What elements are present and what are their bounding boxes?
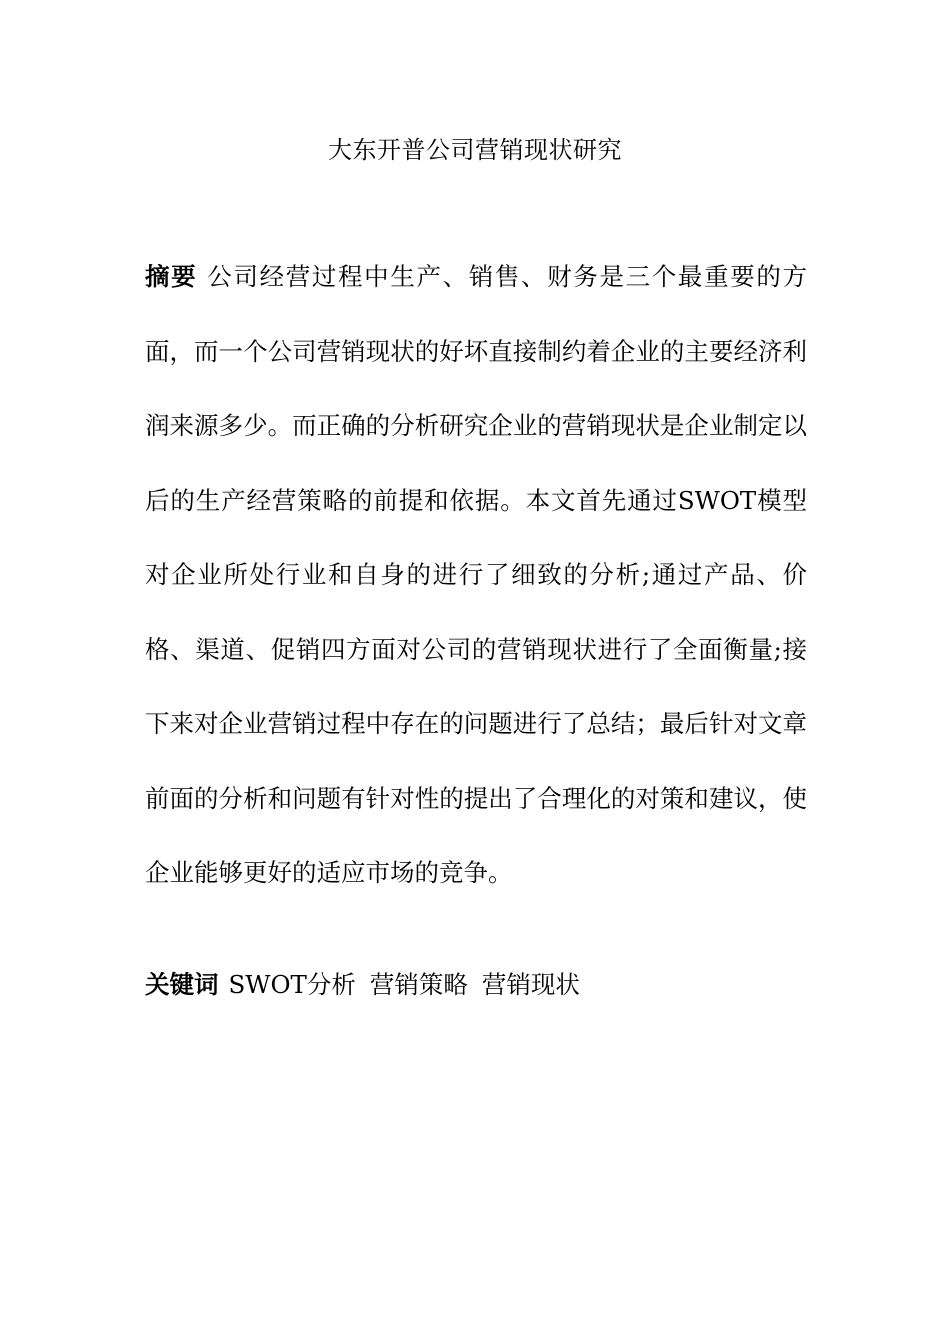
keywords-label: 关键词 [145, 970, 219, 999]
keyword-item: 营销现状 [481, 970, 580, 999]
keyword-item: SWOT分析 [228, 970, 356, 999]
abstract-label: 摘要 [145, 262, 198, 291]
paper-title: 大东开普公司营销现状研究 [328, 136, 622, 164]
abstract-paragraph [145, 240, 807, 911]
keyword-item: 营销策略 [369, 970, 468, 999]
keywords-line [145, 968, 807, 1002]
abstract-text: 公司经营过程中生产、销售、财务是三个最重要的方面，而一个公司营销现状的好坏直接制约着企业的主要经济利润来源多少。而正确的分析研究企业的营销现状是企业制定以后的生产经营策略的前提和依据。本文首先通过SWOT模型对企业所处行业和自身的进行了细致的分析;通过产品、价格、渠道、促销四方面对公司的营销现状进行了全面衡量;接下来对企业营销过程中存在的问题进行了总结；最后针对文章前面的分析和问题有针对性的提出了合理化的对策和建议，使企业能够更好的适应市场的竞争。 [145, 262, 808, 887]
